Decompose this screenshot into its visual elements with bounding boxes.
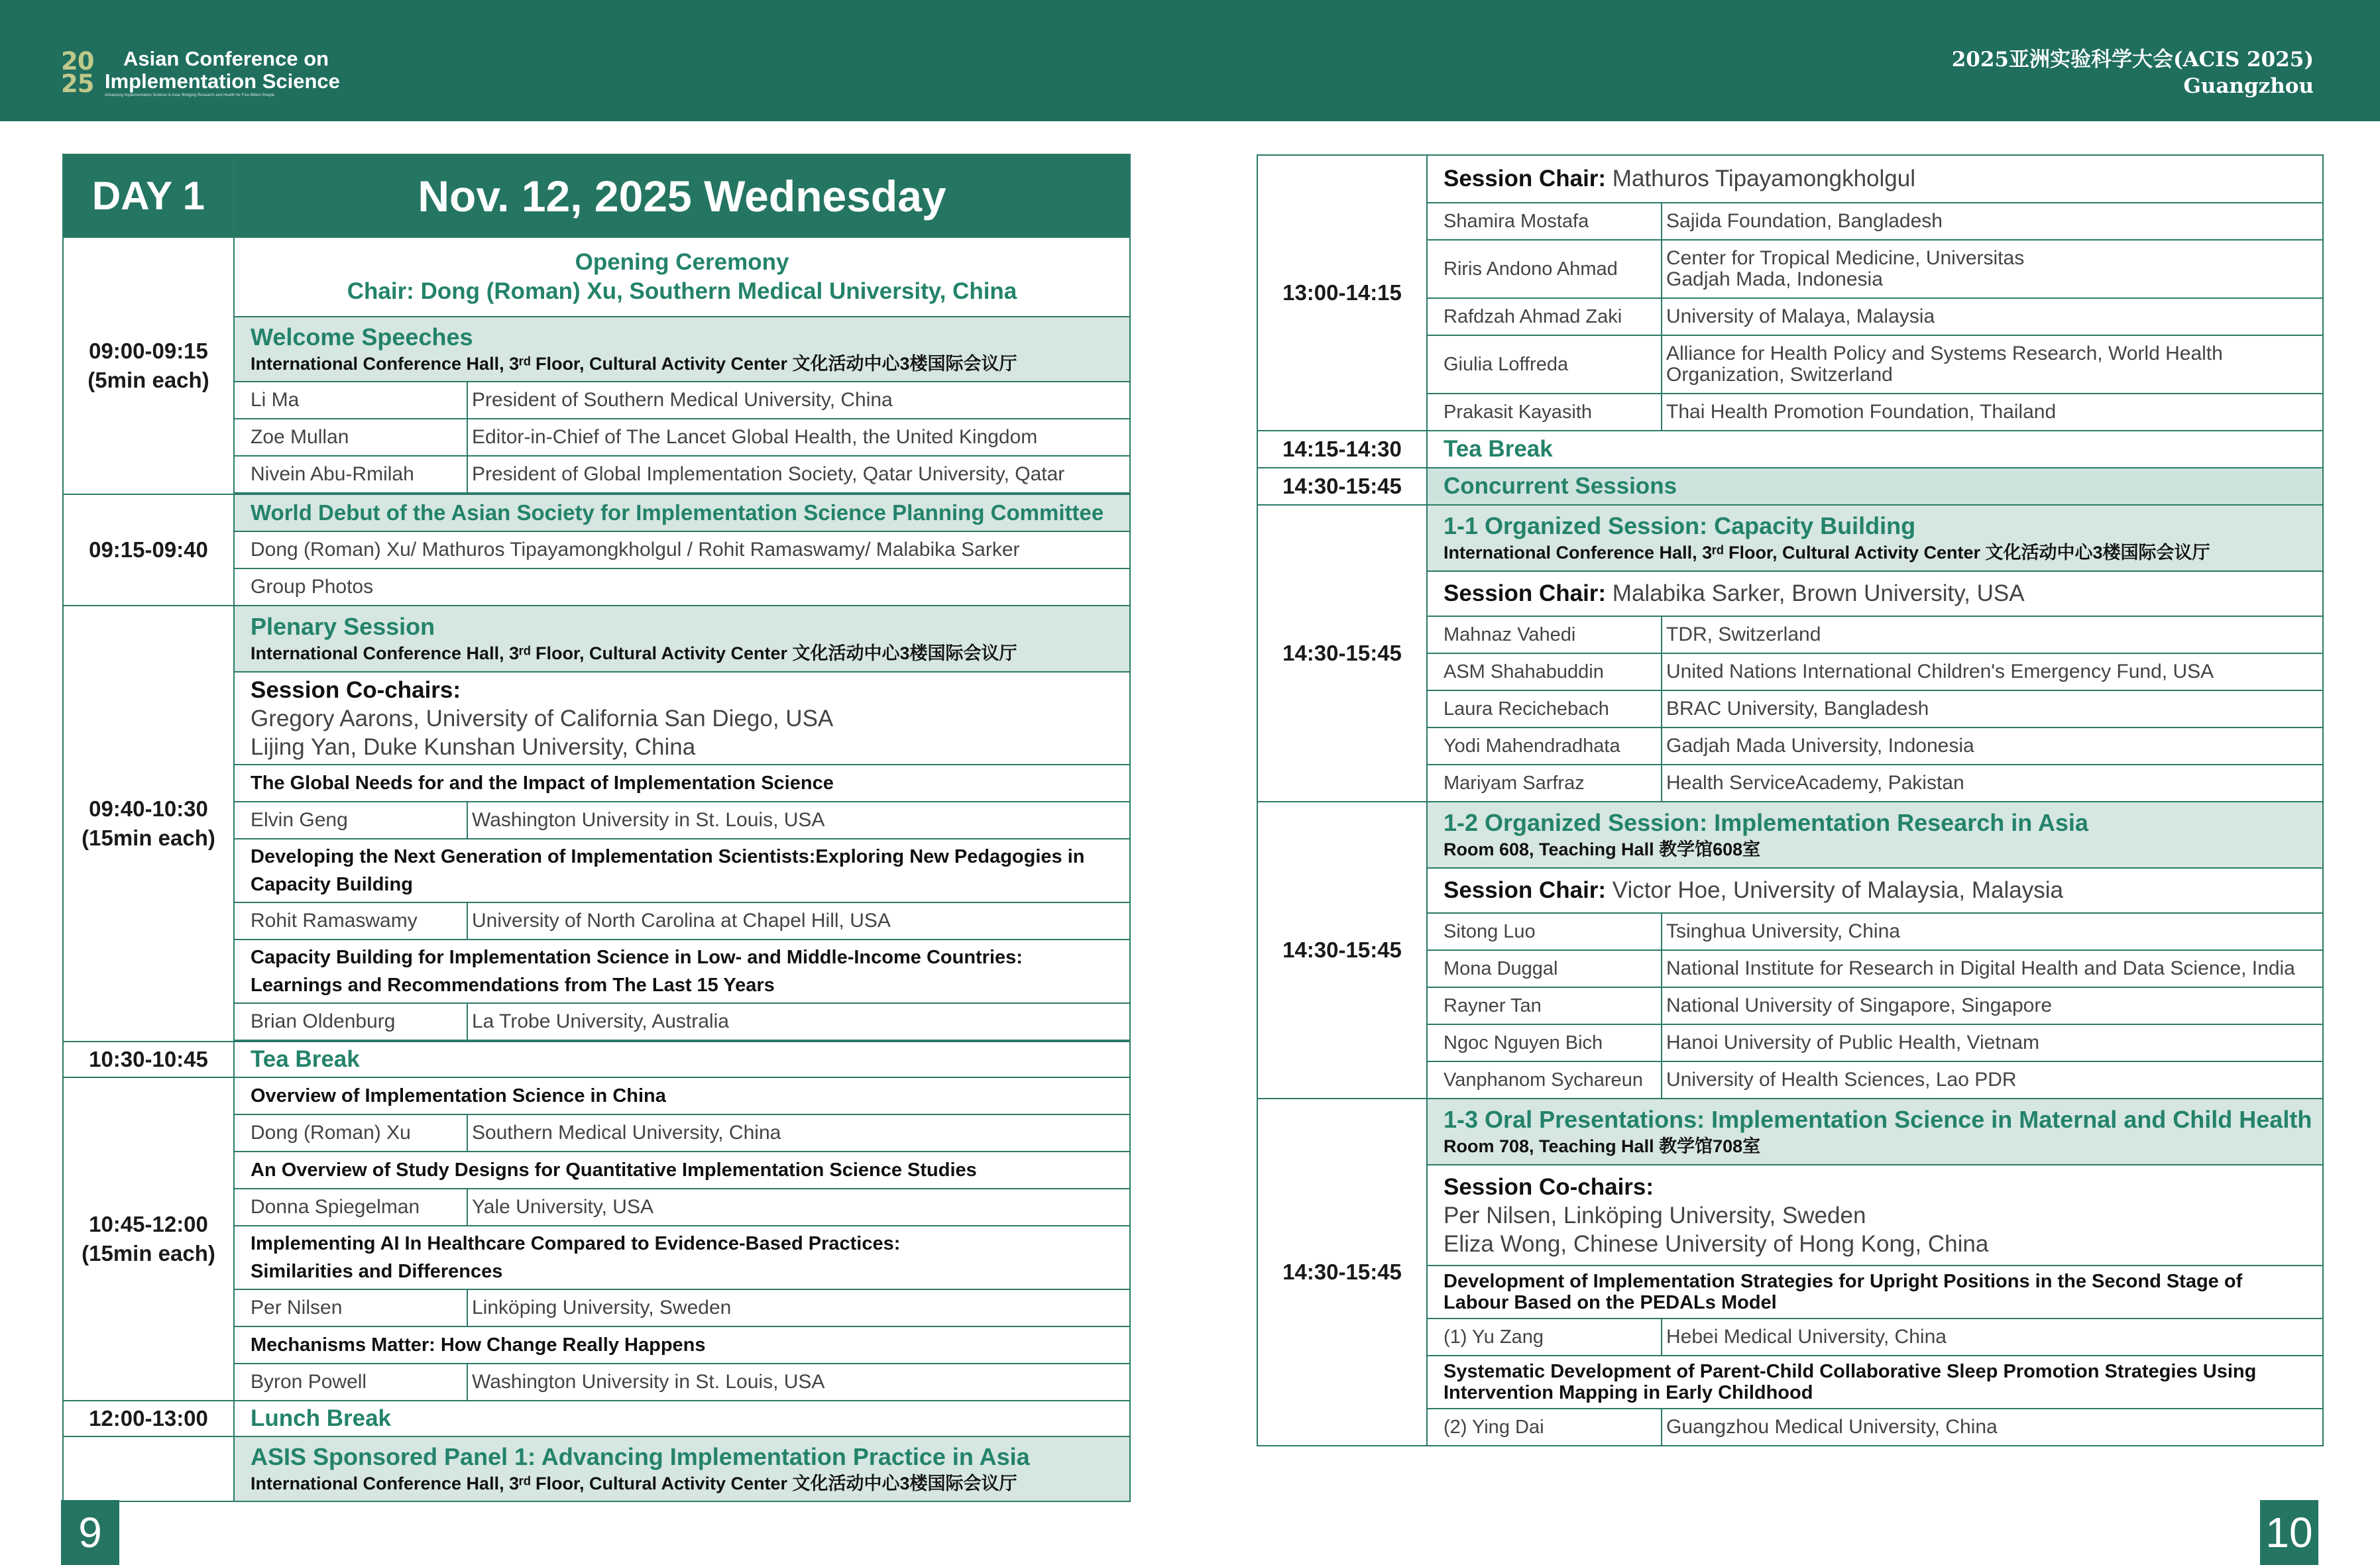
session-header: 1-3 Oral Presentations: Implementation Science in Maternal and Child Health Room 708, Teaching Hall 教学馆708室	[1427, 1099, 2323, 1165]
speaker-name: Byron Powell	[234, 1364, 467, 1401]
speaker-affiliation: Southern Medical University, China	[467, 1114, 1130, 1152]
logo-text	[105, 48, 340, 99]
speaker-name: Mona Duggal	[1427, 950, 1662, 987]
page-number-right: 10	[2260, 1500, 2318, 1565]
table-row	[63, 1077, 1130, 1114]
table-row	[63, 237, 1130, 317]
logo-line-1: Asian Conference on	[123, 46, 329, 70]
time-slot: 09:40-10:30 (15min each)	[63, 606, 234, 1042]
speaker-affiliation: La Trobe University, Australia	[467, 1003, 1130, 1040]
speaker-name: Sitong Luo	[1427, 913, 1662, 950]
speaker-affiliation: Sajida Foundation, Bangladesh	[1662, 203, 2323, 240]
session-header: Welcome Speeches International Conference Hall, 3ʳᵈ Floor, Cultural Activity Center 文化活动中心3楼国际会议厅	[234, 317, 1130, 382]
speaker-name: Rayner Tan	[1427, 987, 1662, 1024]
talk-title: Developing the Next Generation of Implementation Scientists:Exploring New Pedagogies in Capacity Building	[234, 839, 1130, 902]
opening-ceremony: Opening Ceremony Chair: Dong (Roman) Xu, Southern Medical University, China	[234, 237, 1130, 317]
speaker-affiliation: Tsinghua University, China	[1662, 913, 2323, 950]
session-header: ASIS Sponsored Panel 1: Advancing Implementation Practice in Asia International Conference Hall, 3ʳᵈ Floor, Cultural Activity Center 文化活动中心3楼国际会议厅	[234, 1436, 1130, 1501]
speaker-name: Giulia Loffreda	[1427, 335, 1662, 394]
speaker-name: Mariyam Sarfraz	[1427, 765, 1662, 802]
speaker-affiliation: National Institute for Research in Digital Health and Data Science, India	[1662, 950, 2323, 987]
table-row	[63, 1401, 1130, 1436]
table-row	[63, 606, 1130, 672]
table-row	[1257, 468, 2323, 505]
time-slot: 14:15-14:30	[1257, 431, 1427, 468]
day1-schedule-right	[1257, 154, 2324, 1446]
session-co-chairs: Session Co-chairs: Per Nilsen, Linköping University, Sweden Eliza Wong, Chinese University of Hong Kong, China	[1427, 1165, 2323, 1266]
speaker-name: Laura Recichebach	[1427, 690, 1662, 728]
speaker-name: Riris Andono Ahmad	[1427, 240, 1662, 298]
time-slot: 10:45-12:00 (15min each)	[63, 1077, 234, 1401]
speaker-name: Shamira Mostafa	[1427, 203, 1662, 240]
table-row	[1257, 802, 2323, 868]
speaker-name: (2) Ying Dai	[1427, 1409, 1662, 1446]
speaker-name: Per Nilsen	[234, 1289, 467, 1326]
conference-logo	[61, 46, 340, 99]
page-number-left: 9	[61, 1500, 119, 1565]
speaker-name: (1) Yu Zang	[1427, 1319, 1662, 1356]
day-header-row	[63, 154, 1130, 237]
talk-title: Capacity Building for Implementation Science in Low- and Middle-Income Countries: Learnings and Recommendations from The Last 15 Years	[234, 940, 1130, 1003]
talk-title: Development of Implementation Strategies for Upright Positions in the Second Stage of Labour Based on the PEDALs Model	[1427, 1266, 2323, 1319]
speaker-name: Vanphanom Sychareun	[1427, 1061, 1662, 1099]
time-slot: 10:30-10:45	[63, 1042, 234, 1077]
session-header: Plenary Session International Conference Hall, 3ʳᵈ Floor, Cultural Activity Center 文化活动中心3楼国际会议厅	[234, 606, 1130, 672]
speaker-affiliation: Linköping University, Sweden	[467, 1289, 1130, 1326]
speaker-affiliation: University of Malaya, Malaysia	[1662, 298, 2323, 335]
talk-title: The Global Needs for and the Impact of Implementation Science	[234, 765, 1130, 802]
time-slot: 14:30-15:45	[1257, 1099, 1427, 1446]
session-header: 1-2 Organized Session: Implementation Research in Asia Room 608, Teaching Hall 教学馆608室	[1427, 802, 2323, 868]
table-row	[1257, 1099, 2323, 1165]
speaker-affiliation: Washington University in St. Louis, USA	[467, 1364, 1130, 1401]
time-slot: 12:00-13:00	[63, 1401, 234, 1436]
logo-year: 20 25	[61, 47, 94, 98]
time-slot: 09:15-09:40	[63, 494, 234, 606]
speaker-affiliation: National University of Singapore, Singapore	[1662, 987, 2323, 1024]
speaker-name: Yodi Mahendradhata	[1427, 728, 1662, 765]
session-chair: Session Chair: Victor Hoe, University of Malaysia, Malaysia	[1427, 868, 2323, 913]
logo-line-2: Implementation Science	[105, 69, 340, 93]
table-row	[63, 1436, 1130, 1501]
speaker-name: Elvin Geng	[234, 802, 467, 839]
concurrent-sessions: Concurrent Sessions	[1427, 468, 2323, 505]
speaker-name: Rafdzah Ahmad Zaki	[1427, 298, 1662, 335]
time-slot: 09:00-09:15 (5min each)	[63, 237, 234, 494]
speaker-name: Nivein Abu-Rmilah	[234, 456, 467, 493]
session-header: 1-1 Organized Session: Capacity Building International Conference Hall, 3ʳᵈ Floor, Cultural Activity Center 文化活动中心3楼国际会议厅	[1427, 505, 2323, 571]
speaker-affiliation: Hanoi University of Public Health, Vietnam	[1662, 1024, 2323, 1061]
tea-break: Tea Break	[234, 1042, 1130, 1077]
speaker-affiliation: Hebei Medical University, China	[1662, 1319, 2323, 1356]
talk-title: Mechanisms Matter: How Change Really Happens	[234, 1326, 1130, 1364]
time-slot: 13:00-14:15	[1257, 155, 1427, 431]
header-bar	[0, 0, 2380, 121]
time-slot: 14:30-15:45	[1257, 468, 1427, 505]
speaker-affiliation: Alliance for Health Policy and Systems Research, World Health Organization, Switzerland	[1662, 335, 2323, 394]
speaker-name: Mahnaz Vahedi	[1427, 616, 1662, 653]
logo-tagline: Advancing Implementation Science in Asia: Bridging Research and Health for Five Billion People	[105, 93, 275, 97]
session-chair: Session Chair: Mathuros Tipayamongkholgul	[1427, 155, 2323, 203]
speaker-affiliation: Editor-in-Chief of The Lancet Global Health, the United Kingdom	[467, 419, 1130, 456]
table-row	[63, 494, 1130, 531]
speaker-name: ASM Shahabuddin	[1427, 653, 1662, 690]
time-slot: 14:30-15:45	[1257, 802, 1427, 1099]
lunch-break: Lunch Break	[234, 1401, 1130, 1436]
conference-city: Guangzhou	[2183, 74, 2314, 98]
speaker-affiliation: BRAC University, Bangladesh	[1662, 690, 2323, 728]
speaker-affiliation: Yale University, USA	[467, 1189, 1130, 1226]
talk-title: Implementing AI In Healthcare Compared to Evidence-Based Practices: Similarities and Differences	[234, 1226, 1130, 1289]
group-photos: Group Photos	[234, 568, 1130, 606]
conference-name: 2025亚洲实验科学大会(ACIS 2025)	[1951, 48, 2314, 72]
speaker-affiliation: Health ServiceAcademy, Pakistan	[1662, 765, 2323, 802]
speaker-affiliation: University of Health Sciences, Lao PDR	[1662, 1061, 2323, 1099]
table-row	[1257, 431, 2323, 468]
talk-title: Overview of Implementation Science in China	[234, 1077, 1130, 1114]
date-label: Nov. 12, 2025 Wednesday	[234, 154, 1130, 237]
conference-title	[1952, 46, 2314, 99]
speaker-name: Prakasit Kayasith	[1427, 394, 1662, 431]
speaker-affiliation: University of North Carolina at Chapel Hill, USA	[467, 902, 1130, 940]
session-co-chairs: Session Co-chairs: Gregory Aarons, University of California San Diego, USA Lijing Yan, Duke Kunshan University, China	[234, 672, 1130, 765]
time-slot-empty	[63, 1436, 234, 1501]
speaker-affiliation: United Nations International Children's Emergency Fund, USA	[1662, 653, 2323, 690]
speaker-affiliation: President of Global Implementation Society, Qatar University, Qatar	[467, 456, 1130, 493]
session-chair: Session Chair: Malabika Sarker, Brown University, USA	[1427, 571, 2323, 616]
speaker-name: Li Ma	[234, 382, 467, 419]
tea-break: Tea Break	[1427, 431, 2323, 468]
talk-title: An Overview of Study Designs for Quantitative Implementation Science Studies	[234, 1152, 1130, 1189]
speaker-affiliation: Guangzhou Medical University, China	[1662, 1409, 2323, 1446]
committee-names: Dong (Roman) Xu/ Mathuros Tipayamongkholgul / Rohit Ramaswamy/ Malabika Sarker	[234, 531, 1130, 568]
speaker-name: Donna Spiegelman	[234, 1189, 467, 1226]
speaker-affiliation: Washington University in St. Louis, USA	[467, 802, 1130, 839]
speaker-name: Brian Oldenburg	[234, 1003, 467, 1040]
day-label: DAY 1	[63, 154, 234, 237]
day1-schedule-left	[62, 154, 1131, 1502]
speaker-name: Rohit Ramaswamy	[234, 902, 467, 940]
speaker-affiliation: President of Southern Medical University, China	[467, 382, 1130, 419]
speaker-affiliation: Thai Health Promotion Foundation, Thailand	[1662, 394, 2323, 431]
table-row	[1257, 505, 2323, 571]
speaker-name: Ngoc Nguyen Bich	[1427, 1024, 1662, 1061]
table-row	[1257, 155, 2323, 203]
speaker-affiliation: Center for Tropical Medicine, Universitas Gadjah Mada, Indonesia	[1662, 240, 2323, 298]
talk-title: Systematic Development of Parent-Child Collaborative Sleep Promotion Strategies Using Intervention Mapping in Early Childhood	[1427, 1356, 2323, 1409]
speaker-affiliation: Gadjah Mada University, Indonesia	[1662, 728, 2323, 765]
session-header: World Debut of the Asian Society for Implementation Science Planning Committee	[234, 494, 1130, 531]
speaker-affiliation: TDR, Switzerland	[1662, 616, 2323, 653]
speaker-name: Dong (Roman) Xu	[234, 1114, 467, 1152]
time-slot: 14:30-15:45	[1257, 505, 1427, 802]
speaker-name: Zoe Mullan	[234, 419, 467, 456]
table-row	[63, 1042, 1130, 1077]
